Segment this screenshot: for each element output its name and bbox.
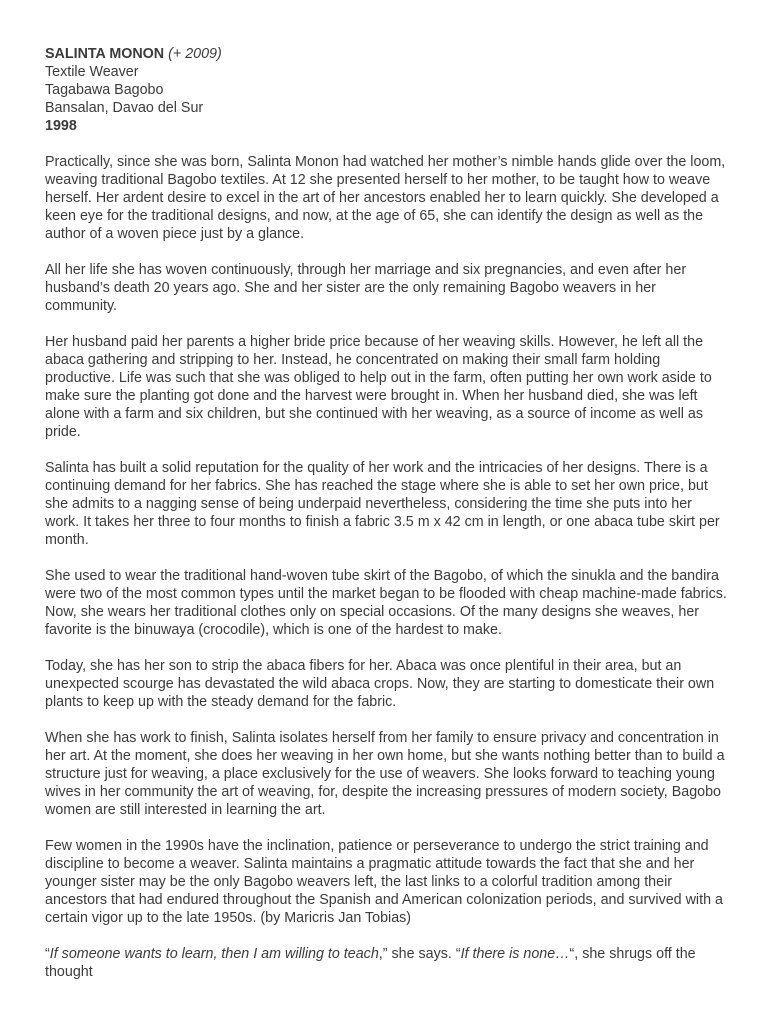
quote-open: “	[45, 946, 50, 962]
death-year: (+ 2009)	[168, 46, 222, 62]
paragraph-4: Salinta has built a solid reputation for the quality of her work and the intricacies of her designs. There is a continuing demand for her fabrics. She has reached the stage where she is able to set her own price, but she admits to a nagging sense of being underpaid nevertheless, considering the time she puts into her work. It takes her three to four months to finish a fabric 3.5 m x 42 cm in length, or one abaca tube skirt per month.	[45, 460, 720, 548]
quote-italic-1: If someone wants to learn, then I am willing to teach	[49, 946, 379, 962]
quote-mid: ,” she says. “	[378, 946, 461, 962]
award-year: 1998	[45, 118, 77, 134]
paragraph-1: Practically, since she was born, Salinta Monon had watched her mother’s nimble hands glide over the loom, weaving traditional Bagobo textiles. At 12 she presented herself to her mother, to be taught how to weave herself. Her ardent desire to excel in the art of her ancestors enabled her to learn quickly. She developed a keen eye for the traditional designs, and now, at the age of 65, she can identify the design as well as the author of a woven piece just by a glance.	[45, 154, 726, 242]
paragraph-7: When she has work to finish, Salinta isolates herself from her family to ensure privacy and concentration in her art. At the moment, she does her weaving in her own home, but she wants nothing better than to build a structure just for weaving, a place exclusively for the use of weavers. She looks forward to teaching young wives in her community the art of weaving, for, despite the increasing pressures of modern society, Bagobo women are still interested in learning the art.	[45, 730, 725, 818]
paragraph-6: Today, she has her son to strip the abaca fibers for her. Abaca was once plentiful in their area, but an unexpected scourge has devastated the wild abaca crops. Now, they are starting to domesticate their own plants to keep up with the steady demand for the fabric.	[45, 658, 715, 710]
title-line	[45, 45, 730, 63]
tribe: Tagabawa Bagobo	[45, 82, 164, 98]
document-page	[45, 45, 730, 999]
person-name: SALINTA MONON	[45, 46, 165, 62]
paragraph-5: She used to wear the traditional hand-woven tube skirt of the Bagobo, of which the sinukla and the bandira were two of the most common types until the market began to be flooded with cheap machine-made fabrics. Now, she wears her traditional clothes only on special occasions. Of the many designs she weaves, her favorite is the binuwaya (crocodile), which is one of the hardest to make.	[45, 568, 727, 638]
paragraph-8: Few women in the 1990s have the inclination, patience or perseverance to undergo the strict training and discipline to become a weaver. Salinta maintains a pragmatic attitude towards the fact that she and her younger sister may be the only Bagobo weavers left, the last links to a colorful tradition among their ancestors that had endured throughout the Spanish and American colonization periods, and survived with a certain vigor up to the late 1950s. (by Maricris Jan Tobias)	[45, 838, 723, 926]
paragraph-2: All her life she has woven continuously, through her marriage and six pregnancies, and even after her husband’s death 20 years ago. She and her sister are the only remaining Bagobo weavers in her community.	[45, 262, 687, 314]
quote-italic-2: If there is none…	[460, 946, 570, 962]
quote-end: “, she shrugs off the thought	[45, 946, 696, 980]
header-block	[45, 45, 730, 135]
location: Bansalan, Davao del Sur	[45, 100, 204, 116]
paragraph-3: Her husband paid her parents a higher bride price because of her weaving skills. However, he left all the abaca gathering and stripping to her. Instead, he concentrated on making their small farm holding productive. Life was such that she was obliged to help out in the farm, often putting her own work aside to make sure the planting got done and the harvest were brought in. When her husband died, she was left alone with a farm and six children, but she continued with her weaving, as a source of income as well as pride.	[45, 334, 712, 440]
closing-quote	[45, 945, 730, 981]
occupation: Textile Weaver	[45, 64, 139, 80]
